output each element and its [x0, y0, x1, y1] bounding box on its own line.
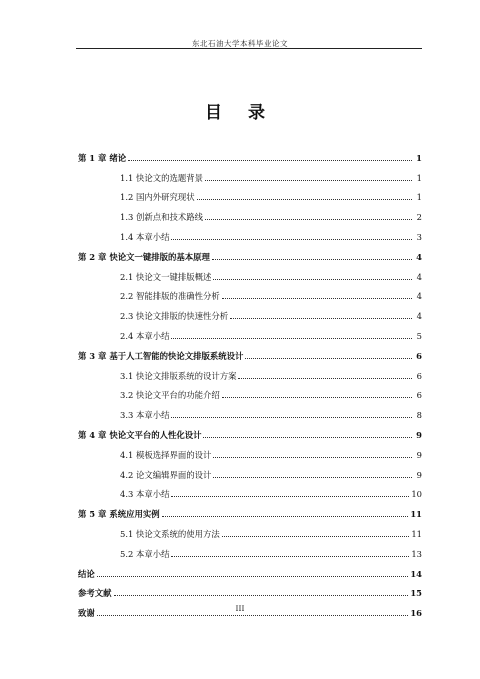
toc-entry-page: 9: [416, 469, 422, 480]
toc-entry-page: 4: [416, 291, 422, 302]
toc-entry-page: 2: [416, 212, 422, 223]
toc-entry-page: 15: [410, 588, 422, 599]
toc-dot-leader: [222, 535, 410, 537]
toc-section-entry[interactable]: [78, 227, 422, 247]
toc-entry-label: 4.3 本章小结: [120, 489, 170, 500]
toc-chapter-entry[interactable]: [78, 564, 422, 584]
toc-dot-leader: [97, 575, 409, 577]
toc-entry-page: 13: [411, 548, 422, 559]
toc-dot-leader: [171, 555, 409, 557]
toc-entry-label: 3.1 快论文排版系统的设计方案: [120, 370, 237, 381]
toc-entry-page: 9: [416, 430, 422, 441]
toc-dot-leader: [203, 436, 412, 438]
toc-dot-leader: [213, 456, 412, 458]
toc-entry-page: 6: [416, 370, 422, 381]
toc-entry-label: 致谢: [78, 608, 95, 619]
toc-entry-page: 6: [416, 390, 422, 401]
toc-entry-page: 9: [416, 449, 422, 460]
toc-entry-page: 4: [416, 311, 422, 322]
toc-entry-label: 5.2 本章小结: [120, 548, 170, 559]
table-of-contents: [78, 148, 422, 623]
toc-entry-page: 10: [411, 489, 422, 500]
toc-entry-page: 5: [416, 331, 422, 342]
toc-entry-page: 4: [416, 271, 422, 282]
toc-entry-label: 第 3 章 基于人工智能的快论文排版系统设计: [78, 350, 244, 361]
toc-section-entry[interactable]: [78, 326, 422, 346]
toc-entry-label: 4.1 模板选择界面的设计: [120, 449, 212, 460]
toc-dot-leader: [197, 198, 412, 200]
toc-entry-page: 1: [416, 172, 422, 183]
toc-entry-page: 1: [416, 192, 422, 203]
toc-section-entry[interactable]: [78, 445, 422, 465]
toc-entry-page: 11: [410, 509, 422, 520]
toc-section-entry[interactable]: [78, 524, 422, 544]
toc-dot-leader: [213, 476, 412, 478]
toc-chapter-entry[interactable]: [78, 346, 422, 366]
toc-chapter-entry[interactable]: [78, 148, 422, 168]
toc-entry-label: 3.3 本章小结: [120, 410, 170, 421]
toc-dot-leader: [205, 218, 412, 220]
toc-entry-page: 6: [416, 350, 422, 361]
toc-section-entry[interactable]: [78, 485, 422, 505]
toc-section-entry[interactable]: [78, 267, 422, 287]
toc-entry-page: 14: [410, 568, 422, 579]
toc-dot-leader: [205, 179, 412, 181]
toc-entry-page: 1: [416, 152, 422, 163]
toc-entry-page: 3: [416, 232, 422, 243]
toc-dot-leader: [213, 278, 412, 280]
toc-section-entry[interactable]: [78, 306, 422, 326]
toc-dot-leader: [212, 258, 412, 260]
toc-chapter-entry[interactable]: [78, 584, 422, 604]
header-rule: [76, 48, 422, 49]
toc-dot-leader: [171, 238, 412, 240]
toc-dot-leader: [238, 377, 412, 379]
toc-entry-label: 结论: [78, 568, 95, 579]
toc-entry-label: 4.2 论文编辑界面的设计: [120, 469, 212, 480]
toc-entry-label: 第 5 章 系统应用实例: [78, 509, 160, 520]
toc-chapter-entry[interactable]: [78, 247, 422, 267]
toc-section-entry[interactable]: [78, 405, 422, 425]
toc-section-entry[interactable]: [78, 188, 422, 208]
toc-entry-label: 1.2 国内外研究现状: [120, 192, 195, 203]
toc-section-entry[interactable]: [78, 207, 422, 227]
toc-entry-label: 2.1 快论文一键排版概述: [120, 271, 212, 282]
toc-dot-leader: [97, 614, 409, 616]
toc-chapter-entry[interactable]: [78, 504, 422, 524]
page-title: 目 录: [205, 103, 275, 123]
toc-dot-leader: [230, 317, 412, 319]
toc-dot-leader: [128, 159, 412, 161]
toc-entry-page: 4: [416, 251, 422, 262]
toc-dot-leader: [245, 357, 412, 359]
toc-entry-page: 8: [416, 410, 422, 421]
toc-section-entry[interactable]: [78, 465, 422, 485]
toc-dot-leader: [222, 396, 412, 398]
toc-section-entry[interactable]: [78, 366, 422, 386]
toc-entry-label: 2.4 本章小结: [120, 331, 170, 342]
toc-dot-leader: [162, 515, 409, 517]
toc-dot-leader: [171, 495, 409, 497]
toc-entry-label: 第 2 章 快论文一键排版的基本原理: [78, 251, 210, 262]
running-header: 东北石油大学本科毕业论文: [192, 39, 288, 48]
toc-entry-label: 1.4 本章小结: [120, 232, 170, 243]
toc-entry-label: 1.3 创新点和技术路线: [120, 212, 203, 223]
toc-section-entry[interactable]: [78, 168, 422, 188]
toc-entry-label: 2.3 快论文排版的快速性分析: [120, 311, 229, 322]
toc-entry-label: 3.2 快论文平台的功能介绍: [120, 390, 220, 401]
toc-dot-leader: [171, 416, 412, 418]
toc-dot-leader: [222, 297, 412, 299]
toc-entry-label: 第 4 章 快论文平台的人性化设计: [78, 430, 202, 441]
toc-chapter-entry[interactable]: [78, 425, 422, 445]
page-number: III: [235, 604, 245, 613]
toc-entry-label: 第 1 章 绪论: [78, 152, 127, 163]
toc-entry-page: 16: [410, 608, 422, 619]
toc-section-entry[interactable]: [78, 544, 422, 564]
toc-entry-page: 11: [411, 529, 422, 540]
toc-entry-label: 2.2 智能排版的准确性分析: [120, 291, 220, 302]
toc-entry-label: 5.1 快论文系统的使用方法: [120, 529, 220, 540]
toc-entry-label: 1.1 快论文的选题背景: [120, 172, 203, 183]
toc-dot-leader: [114, 594, 409, 596]
toc-section-entry[interactable]: [78, 287, 422, 307]
toc-dot-leader: [171, 337, 412, 339]
toc-entry-label: 参考文献: [78, 588, 112, 599]
toc-section-entry[interactable]: [78, 386, 422, 406]
